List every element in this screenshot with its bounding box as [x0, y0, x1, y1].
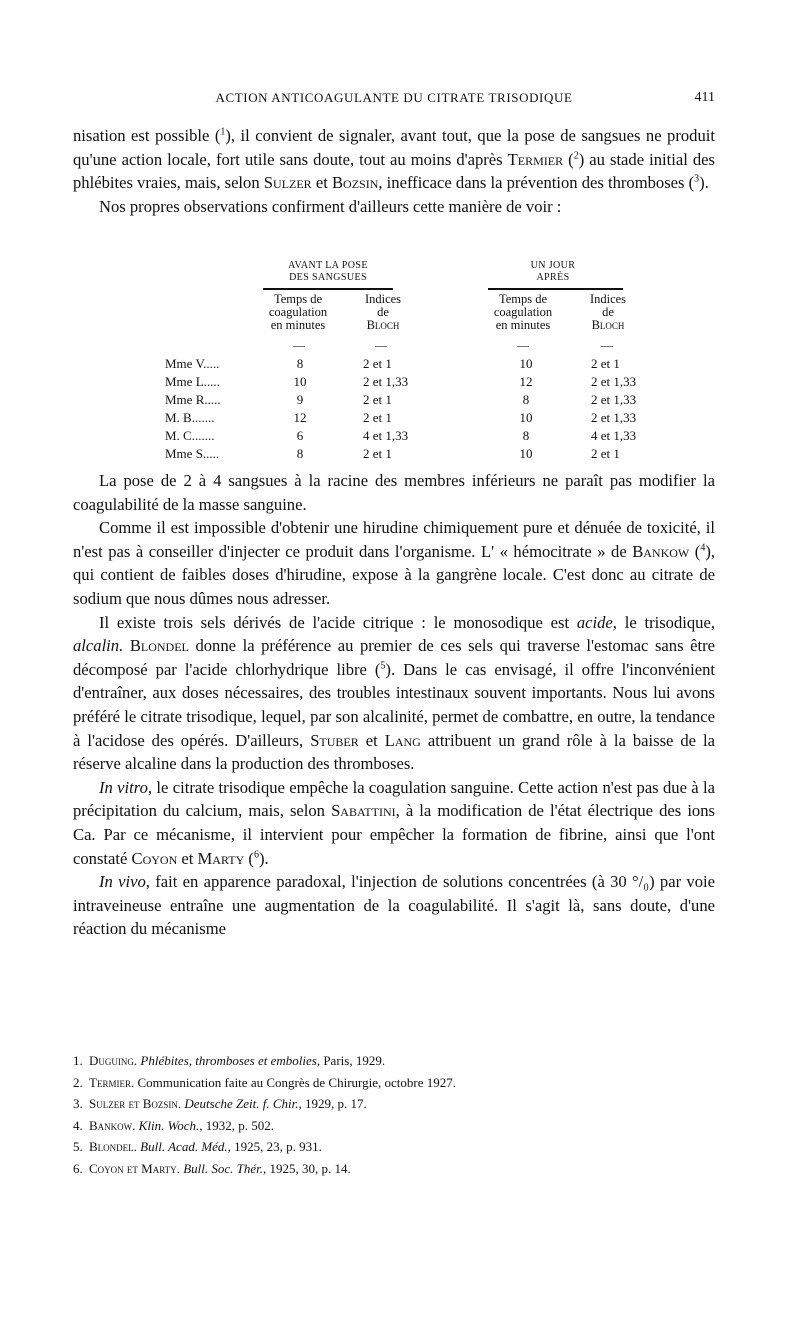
- table-row: M. C....... 6 4 et 1,33 8 4 et 1,33: [165, 428, 637, 443]
- footnote: 1. Duguing. Phlébites, thromboses et embolies, Paris, 1929.: [73, 1053, 386, 1068]
- table-row: Mme R..... 9 2 et 1 8 2 et 1,33: [165, 392, 637, 407]
- author-name: Sulzer: [263, 173, 312, 193]
- dash: —: [517, 338, 529, 352]
- page-number: 411: [694, 90, 715, 105]
- author-name: Sabattini: [331, 801, 396, 821]
- table-row: M. B....... 12 2 et 1 10 2 et 1,33: [165, 410, 637, 425]
- coagulation-table: [73, 260, 715, 465]
- body-text-main: [73, 469, 715, 941]
- author-name: Bozsin: [331, 173, 379, 193]
- paragraph-5: Il existe trois sels dérivés de l'acide citrique : le monosodique est acide, le trisodique, alcalin. Blondel donne la préférence au premier de ces sels qui traverse l'estomac sans être décomposé par l'acide chlorhydrique libre ($^5$). Dans le cas envisagé, il offre l'inconvénient d'entraîner, aux doses nécessaires, des troubles intestinaux souvent importants. Nous lui avons préféré le citrate trisodique, lequel, par son alcalinité, permet de combattre, en outre, la tendance à l'acidose des opérés. D'ailleurs, Stuber et Lang attribuent un grand rôle à la baisse de la réserve alcaline dans la production des thromboses.: [73, 612, 715, 774]
- page-header: [73, 88, 715, 112]
- running-title: ACTION ANTICOAGULANTE DU CITRATE TRISODIQUE: [215, 90, 573, 105]
- subheader-index-before: Indices de Bloch: [364, 292, 402, 332]
- footnote: 3. Sulzer et Bozsin. Deutsche Zeit. f. Chir., 1929, p. 17.: [73, 1096, 367, 1111]
- dash: —: [293, 338, 305, 352]
- author-name: Marty: [197, 848, 245, 868]
- paragraph-4: Comme il est impossible d'obtenir une hirudine chimiquement pure et dénuée de toxicité, il n'est pas à conseiller d'injecter ce produit dans l'organisme. L' « hémocitrate » de Bankow ($^4$), qui contient de faibles doses d'hirudine, expose à la gangrène locale. C'est donc au citrate de sodium que nous dûmes nous adresser.: [73, 518, 715, 608]
- header-before: AVANT LA POSE DES SANGSUES: [288, 260, 368, 283]
- table-row: Mme L..... 10 2 et 1,33 12 2 et 1,33: [165, 374, 637, 389]
- footnote: 5. Blondel. Bull. Acad. Méd., 1925, 23, p. 931.: [73, 1139, 322, 1154]
- rule-before: [263, 288, 393, 290]
- body-text-top: [73, 124, 715, 218]
- author-name: Coyon: [131, 848, 178, 868]
- table-row: Mme V..... 8 2 et 1 10 2 et 1: [165, 356, 620, 371]
- footnote: 2. Termier. Communication faite au Congrès de Chirurgie, octobre 1927.: [73, 1074, 457, 1090]
- rule-after: [488, 288, 623, 290]
- paragraph-2: Nos propres observations confirment d'ailleurs cette manière de voir :: [99, 196, 562, 216]
- table-row: Mme S..... 8 2 et 1 10 2 et 1: [165, 446, 620, 461]
- footnotes: [73, 1050, 715, 1179]
- author-name: Lang: [384, 730, 421, 750]
- author-name: Stuber: [310, 730, 359, 750]
- header-after: UN JOUR APRÈS: [530, 260, 576, 283]
- dash: —: [601, 338, 613, 352]
- subheader-time-after: Temps de coagulation en minutes: [493, 292, 553, 332]
- dash: —: [375, 338, 387, 352]
- subheader-time-before: Temps de coagulation en minutes: [268, 292, 328, 332]
- author-name: Bankow: [632, 541, 690, 561]
- author-name: Blondel: [129, 636, 189, 656]
- paragraph-3: La pose de 2 à 4 sangsues à la racine des membres inférieurs ne paraît pas modifier la coagulabilité de la masse sanguine.: [73, 471, 715, 514]
- footnote: 6. Coyon et Marty. Bull. Soc. Thér., 1925, 30, p. 14.: [73, 1160, 351, 1176]
- paragraph-7: In vivo, fait en apparence paradoxal, l'injection de solutions concentrées (à 30 °/₀) par voie intraveineuse entraîne une augmentation de la coagulabilité. Il s'agit là, sans doute, d'une réaction du mécanisme: [73, 872, 715, 939]
- paragraph-1: nisation est possible ($^1$), il convient de signaler, avant tout, que la pose de sangsues ne produit qu'une action locale, fort utile sans doute, tout au moins d'après Termier ($^2$) au stade initial des phlébites vraies, mais, selon Sulzer et Bozsin, inefficace dans la prévention des thromboses ($^3$).: [73, 126, 715, 193]
- subheader-index-after: Indices de Bloch: [589, 292, 627, 332]
- paragraph-6: In vitro, le citrate trisodique empêche la coagulation sanguine. Cette action n'est pas due à la précipitation du calcium, mais, selon Sabattini, à la modification de l'état électrique des ions Ca. Par ce mécanisme, il intervient pour empêcher la formation de fibrine, ainsi que l'ont constaté Coyon et Marty ($^6$).: [73, 777, 716, 868]
- footnote: 4. Bankow. Klin. Woch., 1932, p. 502.: [73, 1117, 274, 1133]
- author-name: Termier: [507, 149, 564, 169]
